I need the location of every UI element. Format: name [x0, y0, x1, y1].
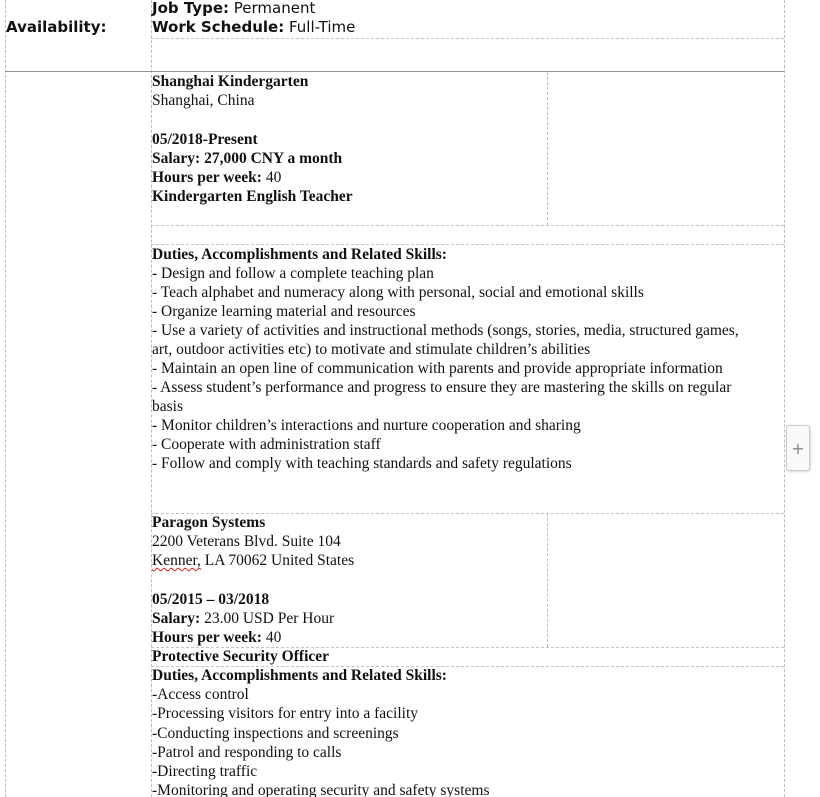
job-type-label: Job Type: [152, 0, 229, 17]
job1-duty-line: - Cooperate with administration staff [152, 436, 381, 453]
work-schedule-label: Work Schedule: [152, 18, 285, 36]
job2-duty-line: -Access control [152, 686, 249, 703]
job2-hours-value: 40 [261, 629, 282, 646]
work-schedule-value: Full-Time [288, 18, 356, 36]
job1-duty-line: art, outdoor activities etc) to motivate and stimulate children’s abilities [152, 341, 591, 358]
plus-icon: + [791, 438, 805, 458]
job2-address-line2 [152, 551, 354, 570]
job2-city-spellcheck[interactable]: Kenner, [152, 552, 201, 569]
job2-salary-value: 23.00 USD Per Hour [200, 610, 335, 627]
availability-label: Availability: [6, 18, 107, 36]
job2-right-column-divider [547, 513, 548, 647]
job1-duty-line: - Use a variety of activities and instructional methods (songs, stories, media, structured games, [152, 322, 739, 339]
job2-salary [152, 609, 334, 628]
job2-duty-line: -Monitoring and operating security and safety systems [152, 782, 490, 797]
job1-salary: Salary: 27,000 CNY a month [152, 150, 343, 167]
job2-address-line1: 2200 Veterans Blvd. Suite 104 [152, 533, 341, 550]
job2-dates: 05/2015 – 03/2018 [152, 591, 270, 608]
job1-duty-line: - Design and follow a complete teaching plan [152, 265, 434, 282]
job1-title: Kindergarten English Teacher [152, 188, 353, 205]
add-row-button[interactable] [786, 425, 810, 471]
job2-hours-label: Hours per week: [152, 629, 262, 646]
job1-duty-line: - Monitor children’s interactions and nurture cooperation and sharing [152, 417, 581, 434]
job2-duty-line: -Processing visitors for entry into a facility [152, 705, 419, 722]
table-right-border [784, 0, 785, 797]
job2-employer: Paragon Systems [152, 514, 266, 531]
job2-duty-line: -Conducting inspections and screenings [152, 725, 399, 742]
job1-duty-line: - Follow and comply with teaching standards and safety regulations [152, 455, 572, 472]
job2-salary-label: Salary: [152, 610, 201, 627]
job1-duties-heading: Duties, Accomplishments and Related Skills: [152, 246, 447, 263]
header-row-bottom-border [151, 38, 784, 39]
job2-duties-heading: Duties, Accomplishments and Related Skills: [152, 667, 447, 684]
work-schedule-line [152, 18, 355, 37]
job1-header-bottom-border [151, 225, 784, 226]
table-left-border [5, 0, 6, 797]
job1-duty-line: - Assess student’s performance and progress to ensure they are mastering the skills on regular [152, 379, 732, 396]
job1-right-column-divider [547, 72, 548, 225]
job2-duty-line: -Patrol and responding to calls [152, 744, 342, 761]
job1-dates: 05/2018-Present [152, 131, 258, 148]
job2-duty-line: -Directing traffic [152, 763, 258, 780]
job1-duty-line: - Teach alphabet and numeracy along with personal, social and emotional skills [152, 284, 644, 301]
job1-employer: Shanghai Kindergarten [152, 73, 309, 90]
job1-hours-value: 40 [261, 169, 282, 186]
job1-duty-line: - Organize learning material and resources [152, 303, 416, 320]
job1-duty-line: - Maintain an open line of communication with parents and provide appropriate information [152, 360, 723, 377]
job1-hours [152, 168, 281, 187]
job2-hours [152, 628, 281, 647]
job2-address-rest: LA 70062 United States [200, 552, 355, 569]
job1-location: Shanghai, China [152, 92, 255, 109]
job1-duty-line: basis [152, 398, 183, 415]
job-type-value: Permanent [233, 0, 316, 17]
section-separator-rule [5, 71, 784, 72]
job2-title: Protective Security Officer [152, 648, 330, 665]
job1-hours-label: Hours per week: [152, 169, 262, 186]
job-type-line [152, 0, 315, 18]
